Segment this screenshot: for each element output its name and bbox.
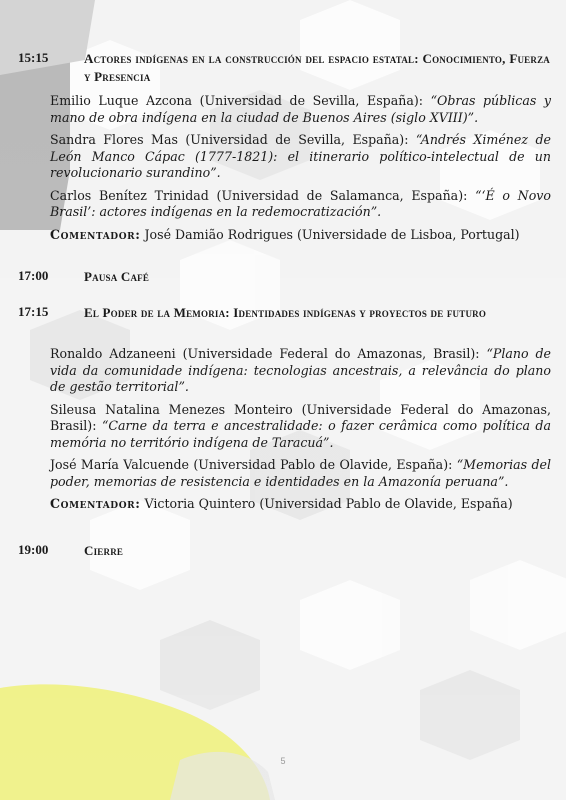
presentation-title: “Plano de vida da comunidade indígena: tecnologias ancestrais, a relevância do plano de gestão territorial”. xyxy=(50,346,551,394)
speaker: Carlos Benítez Trinidad (Universidad de Salamanca, España): xyxy=(50,187,468,203)
session-entries xyxy=(50,346,551,519)
commentator xyxy=(50,496,551,513)
speaker: Sileusa Natalina Menezes Monteiro (Universidade Federal do Amazonas, Brasil): xyxy=(50,401,551,433)
commentator-label: Comentador: xyxy=(50,496,141,511)
session-title: El Poder de la Memoria: Identidades indígenas y proyectos de futuro xyxy=(84,305,487,320)
presentation-entry xyxy=(50,132,551,182)
commentator-name: José Damião Rodrigues (Universidade de Lisboa, Portugal) xyxy=(144,226,520,242)
session-title: Pausa Café xyxy=(84,269,150,284)
presentation-title: “Carne da terra e ancestralidade: o fazer cerâmica como política da memória no território indígena de Taracuá”. xyxy=(50,418,551,450)
commentator-name: Victoria Quintero (Universidad Pablo de Olavide, España) xyxy=(144,496,513,511)
page-number: 5 xyxy=(280,756,286,766)
presentation-entry xyxy=(50,93,551,126)
commentator-label: Comentador: xyxy=(50,226,141,242)
presentation-title: “‘É o Novo Brasil’: actores indígenas en la redemocratización”. xyxy=(50,187,551,219)
presentation-title: “Memorias del poder, memorias de resistencia e identidades en la Amazonía peruana”. xyxy=(50,457,551,489)
speaker: Emilio Luque Azcona (Universidad de Sevilla, España): xyxy=(50,93,424,108)
presentation-title: “Andrés Ximénez de León Manco Cápac (1777-1821): el itinerario político-intelectual de un revolucionario surandino”. xyxy=(50,132,551,180)
speaker: Ronaldo Adzaneeni (Universidade Federal do Amazonas, Brasil): xyxy=(50,346,480,361)
session-title: Cierre xyxy=(84,543,124,558)
presentation-entry xyxy=(50,188,551,221)
session-title: Actores indígenas en la construcción del espacio estatal: Conocimiento, Fuerza y Presencia xyxy=(84,51,550,84)
presentation-entry xyxy=(50,402,551,452)
presentation-entry xyxy=(50,346,551,396)
session-time: 17:00 xyxy=(18,268,49,283)
presentation-entry xyxy=(50,457,551,490)
commentator xyxy=(50,227,551,244)
session-time: 15:15 xyxy=(18,50,49,65)
speaker: Sandra Flores Mas (Universidad de Sevilla, España): xyxy=(50,132,409,147)
speaker: José María Valcuende (Universidad Pablo de Olavide, España): xyxy=(50,457,453,472)
session-entries xyxy=(50,93,551,249)
session-time: 17:15 xyxy=(18,304,49,319)
presentation-title: “Obras públicas y mano de obra indígena en la ciudad de Buenos Aires (siglo XVIII)”. xyxy=(50,93,551,125)
session-time: 19:00 xyxy=(18,542,49,557)
